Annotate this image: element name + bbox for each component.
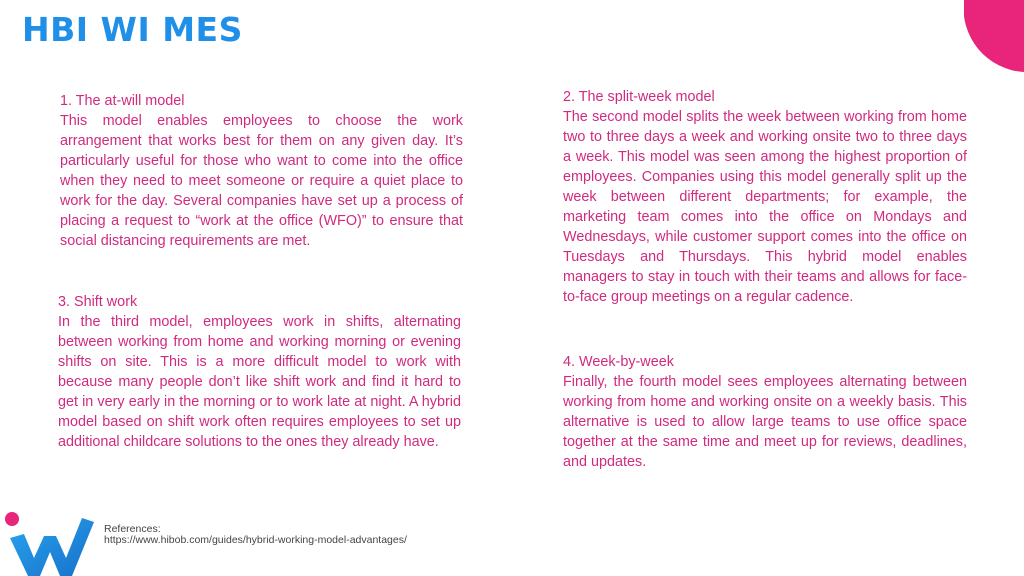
- references-link[interactable]: https://www.hibob.com/guides/hybrid-working-model-advantages/: [104, 534, 407, 546]
- section-body: Finally, the fourth model sees employees alternating between working from home and working onsite on a weekly basis. This alternative is used to allow large teams to use office space together at the same time and meet up for reviews, deadlines, and updates.: [563, 374, 967, 470]
- corner-decoration-icon: [964, 0, 1024, 72]
- section-heading: 3. Shift work: [58, 294, 138, 310]
- section-split-week-model: [563, 87, 967, 307]
- references: [104, 524, 407, 546]
- section-week-by-week: [563, 352, 967, 472]
- section-heading: 1. The at-will model: [60, 93, 185, 109]
- section-shift-work: [58, 292, 461, 452]
- references-label: References:: [104, 523, 161, 535]
- section-body: This model enables employees to choose the work arrangement that works best for them on any given day. It’s particularly useful for those who want to come into the office when they need to meet someone or require a quiet place to work for the day. Several companies have set up a process of placing a request to “work at the office (WFO)” to ensure that social distancing requirements are met.: [60, 113, 463, 249]
- section-body: The second model splits the week between working from home two to three days a week and working onsite two to three days a week. This model was seen among the highest proportion of employees. Companies using this model generally split up the week between different departments; for example, the marketing team comes into the office on Mondays and Wednesdays, while customer support comes into the office on Tuesdays and Thursdays. This hybrid model enables managers to stay in touch with their teams and allows for face-to-face group meetings on a regular cadence.: [563, 109, 967, 305]
- section-at-will-model: [60, 91, 463, 251]
- section-heading: 4. Week-by-week: [563, 354, 674, 370]
- section-heading: 2. The split-week model: [563, 89, 715, 105]
- section-body: In the third model, employees work in shifts, alternating between working from home and working morning or evening shifts on site. This is a more difficult model to work with because many people don’t like shift work and find it hard to get in very early in the morning or to work late at night. A hybrid model based on shift work often requires employees to set up additional childcare solutions to the ones they already have.: [58, 314, 461, 450]
- w-logo-icon: [2, 508, 98, 576]
- page-title: HBI WI MES: [22, 10, 243, 49]
